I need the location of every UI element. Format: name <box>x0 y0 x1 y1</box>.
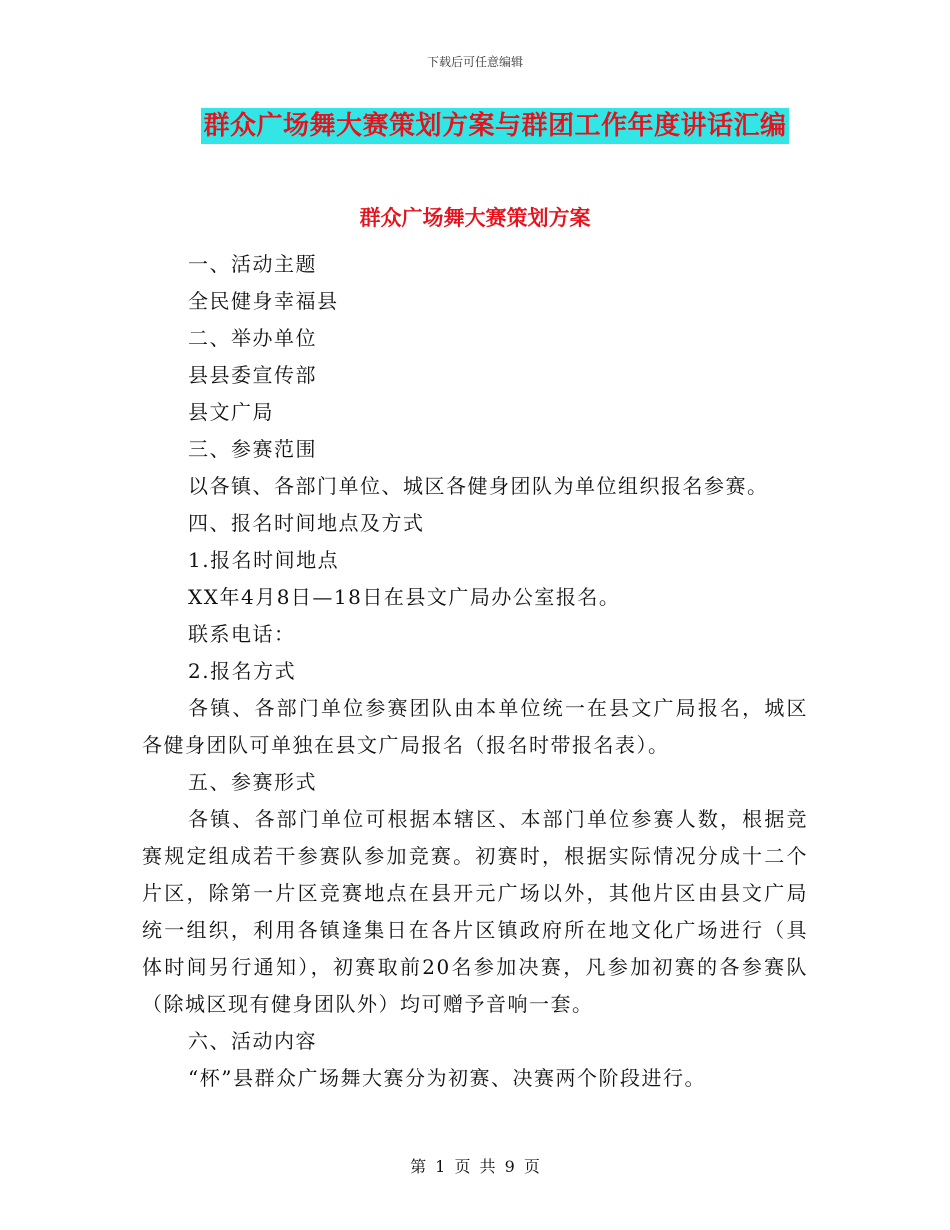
heading-scope: 三、参赛范围 <box>188 437 317 461</box>
subheading-registration-method: 2.报名方式 <box>188 659 297 683</box>
paragraph-contact: 联系电话： <box>188 622 296 646</box>
paragraph: 各镇、各部门单位参赛团队由本单位统一在县文广局报名，城区各健身团队可单独在县文广局报名（报名时带报名表）。 <box>142 696 808 757</box>
section-title: 群众广场舞大赛策划方案 <box>359 205 591 230</box>
page-number: 第 1 页 共 9 页 <box>410 1157 540 1176</box>
heading-registration: 四、报名时间地点及方式 <box>188 511 425 535</box>
heading-content: 六、活动内容 <box>188 1029 317 1053</box>
document-title: 群众广场舞大赛策划方案与群团工作年度讲话汇编 <box>201 108 788 144</box>
paragraph: XX年4月8日—18日在县文广局办公室报名。 <box>188 585 621 609</box>
paragraph: 县县委宣传部 <box>188 363 317 387</box>
heading-format: 五、参赛形式 <box>188 770 317 794</box>
paragraph: 县文广局 <box>188 400 274 424</box>
heading-organizers: 二、举办单位 <box>188 326 317 350</box>
paragraph: 全民健身幸福县 <box>188 289 339 313</box>
paragraph: “杯”县群众广场舞大赛分为初赛、决赛两个阶段进行。 <box>188 1066 706 1090</box>
document-title-wrap <box>0 108 950 144</box>
document-body <box>142 246 808 1097</box>
page-header-note: 下载后可任意编辑 <box>426 55 523 69</box>
subheading-registration-time: 1.报名时间地点 <box>188 548 340 572</box>
paragraph: 各镇、各部门单位可根据本辖区、本部门单位参赛人数，根据竞赛规定组成若干参赛队参加竞赛。初赛时，根据实际情况分成十二个片区，除第一片区竞赛地点在县开元广场以外，其他片区由县文广局统一组织，利用各镇逢集日在各片区镇政府所在地文化广场进行（具体时间另行通知），初赛取前20名参加决赛，凡参加初赛的各参赛队（除城区现有健身团队外）均可赠予音响一套。 <box>142 807 808 1016</box>
paragraph: 以各镇、各部门单位、城区各健身团队为单位组织报名参赛。 <box>188 474 769 498</box>
heading-activity-theme: 一、活动主题 <box>188 252 317 276</box>
